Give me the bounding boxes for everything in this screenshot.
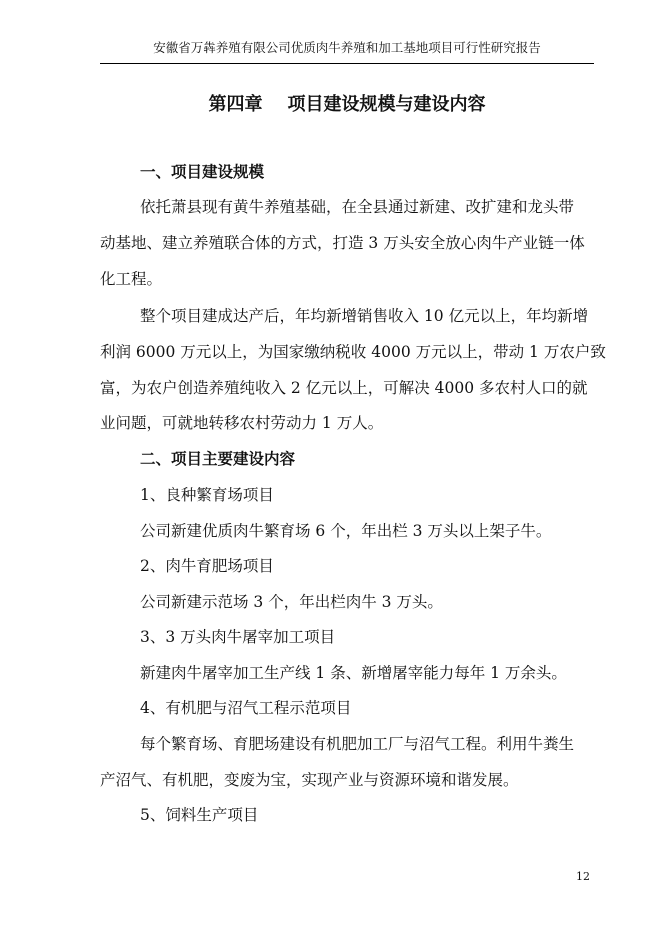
paragraph-line: 富，为农户创造养殖纯收入 2 亿元以上，可解决 4000 多农村人口的就 <box>100 379 588 397</box>
section-heading: 一、项目建设规模 <box>140 163 265 181</box>
running-header: 安徽省万犇养殖有限公司优质肉牛养殖和加工基地项目可行性研究报告 <box>153 40 541 55</box>
list-item-body: 产沼气、有机肥，变废为宝，实现产业与资源环境和谐发展。 <box>100 771 519 789</box>
list-item-body: 公司新建示范场 3 个，年出栏肉牛 3 万头。 <box>140 593 443 611</box>
list-item-title: 2、肉牛育肥场项目 <box>140 557 274 575</box>
section-heading: 二、项目主要建设内容 <box>140 450 296 468</box>
list-item-title: 5、饲料生产项目 <box>140 806 259 824</box>
paragraph-line: 业问题，可就地转移农村劳动力 1 万人。 <box>100 414 384 432</box>
list-item-title: 4、有机肥与沼气工程示范项目 <box>140 699 352 717</box>
paragraph-line: 利润 6000 万元以上，为国家缴纳税收 4000 万元以上，带动 1 万农户致 <box>100 343 606 361</box>
page-number: 12 <box>576 870 590 883</box>
chapter-title: 第四章 项目建设规模与建设内容 <box>208 94 486 115</box>
list-item-body: 每个繁育场、育肥场建设有机肥加工厂与沼气工程。利用牛粪生 <box>140 735 575 753</box>
list-item-title: 3、3 万头肉牛屠宰加工项目 <box>140 628 336 646</box>
list-item-title: 1、良种繁育场项目 <box>140 486 274 504</box>
header-rule <box>100 63 594 64</box>
list-item-body: 公司新建优质肉牛繁育场 6 个，年出栏 3 万头以上架子牛。 <box>140 522 552 540</box>
paragraph-line: 动基地、建立养殖联合体的方式，打造 3 万头安全放心肉牛产业链一体 <box>100 234 585 252</box>
paragraph-line: 整个项目建成达产后，年均新增销售收入 10 亿元以上，年均新增 <box>140 307 589 325</box>
list-item-body: 新建肉牛屠宰加工生产线 1 条、新增屠宰能力每年 1 万余头。 <box>140 664 567 682</box>
paragraph-line: 化工程。 <box>100 270 163 288</box>
paragraph-line: 依托萧县现有黄牛养殖基础，在全县通过新建、改扩建和龙头带 <box>140 198 575 216</box>
